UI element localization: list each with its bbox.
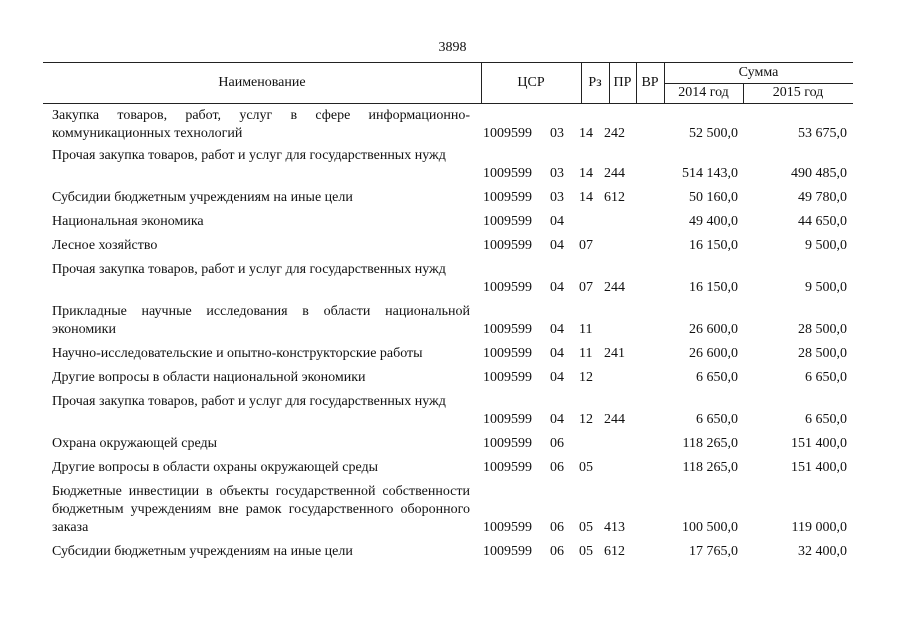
- cell-s2015: 32 400,0: [798, 544, 847, 559]
- cell-csr: 1009599: [483, 544, 532, 559]
- row-name: Прочая закупка товаров, работ и услуг для государственных нужд: [52, 262, 446, 277]
- cell-rz: 04: [550, 280, 564, 295]
- row-name: Лесное хозяйство: [52, 238, 158, 253]
- cell-rz: 04: [550, 370, 564, 385]
- cell-pr: 11: [579, 322, 593, 337]
- cell-csr: 1009599: [483, 322, 532, 337]
- cell-pr: 14: [579, 126, 593, 141]
- cell-csr: 1009599: [483, 166, 532, 181]
- table-row: [0, 435, 905, 453]
- cell-s2014: 17 765,0: [689, 544, 738, 559]
- page-number: 3898: [438, 40, 467, 55]
- cell-s2015: 44 650,0: [798, 214, 847, 229]
- cell-vr: 244: [604, 412, 625, 427]
- row-name: Другие вопросы в области национальной экономики: [52, 370, 366, 385]
- cell-s2015: 28 500,0: [798, 346, 847, 361]
- row-name: Научно-исследовательские и опытно-конструкторские работы: [52, 346, 423, 361]
- row-name: Прочая закупка товаров, работ и услуг для государственных нужд: [52, 148, 446, 163]
- row-name: Прочая закупка товаров, работ и услуг для государственных нужд: [52, 394, 446, 409]
- cell-rz: 03: [550, 166, 564, 181]
- table-row: [0, 369, 905, 387]
- header-csr: ЦСР: [517, 75, 545, 90]
- header-name: Наименование: [218, 75, 306, 90]
- cell-pr: 12: [579, 412, 593, 427]
- table-row: [0, 543, 905, 561]
- cell-rz: 04: [550, 238, 564, 253]
- cell-vr: 612: [604, 544, 625, 559]
- cell-csr: 1009599: [483, 370, 532, 385]
- cell-s2015: 6 650,0: [805, 370, 847, 385]
- cell-pr: 07: [579, 280, 593, 295]
- cell-s2014: 16 150,0: [689, 280, 738, 295]
- cell-s2014: 6 650,0: [696, 370, 738, 385]
- cell-pr: 05: [579, 520, 593, 535]
- cell-s2015: 53 675,0: [798, 126, 847, 141]
- row-name: Бюджетные инвестиции в объекты государственной собственности бюджетным учреждениям вне рамок государственного оборонного заказа: [52, 484, 470, 535]
- cell-csr: 1009599: [483, 346, 532, 361]
- cell-s2015: 151 400,0: [791, 436, 847, 451]
- table-row: [0, 459, 905, 477]
- table-row: [0, 237, 905, 255]
- cell-pr: 14: [579, 166, 593, 181]
- cell-pr: 05: [579, 460, 593, 475]
- header-pr: ПР: [613, 75, 632, 90]
- row-name: Национальная экономика: [52, 214, 204, 229]
- cell-csr: 1009599: [483, 280, 532, 295]
- cell-vr: 242: [604, 126, 625, 141]
- cell-s2014: 6 650,0: [696, 412, 738, 427]
- table-row: [0, 107, 905, 143]
- cell-vr: 244: [604, 280, 625, 295]
- table-row: [0, 213, 905, 231]
- row-name: Охрана окружающей среды: [52, 436, 218, 451]
- cell-rz: 06: [550, 436, 564, 451]
- cell-vr: 413: [604, 520, 625, 535]
- row-name: Прикладные научные исследования в области национальной экономики: [52, 304, 470, 337]
- cell-s2015: 151 400,0: [791, 460, 847, 475]
- header-2014: 2014 год: [678, 85, 729, 100]
- cell-s2014: 16 150,0: [689, 238, 738, 253]
- cell-pr: 14: [579, 190, 593, 205]
- cell-pr: 05: [579, 544, 593, 559]
- cell-rz: 03: [550, 126, 564, 141]
- cell-vr: 241: [604, 346, 625, 361]
- table-row: [0, 303, 905, 339]
- cell-s2015: 9 500,0: [805, 238, 847, 253]
- cell-rz: 03: [550, 190, 564, 205]
- cell-rz: 04: [550, 214, 564, 229]
- cell-csr: 1009599: [483, 520, 532, 535]
- table-row: [0, 147, 905, 183]
- cell-s2014: 118 265,0: [682, 460, 738, 475]
- cell-s2014: 100 500,0: [682, 520, 738, 535]
- cell-s2014: 26 600,0: [689, 346, 738, 361]
- table-row: [0, 261, 905, 297]
- cell-s2015: 6 650,0: [805, 412, 847, 427]
- table-row: [0, 189, 905, 207]
- cell-vr: 612: [604, 190, 625, 205]
- cell-s2014: 118 265,0: [682, 436, 738, 451]
- cell-rz: 04: [550, 322, 564, 337]
- table-row: [0, 393, 905, 429]
- cell-vr: 244: [604, 166, 625, 181]
- cell-pr: 12: [579, 370, 593, 385]
- cell-csr: 1009599: [483, 460, 532, 475]
- cell-csr: 1009599: [483, 238, 532, 253]
- cell-s2014: 26 600,0: [689, 322, 738, 337]
- header-2015: 2015 год: [772, 85, 824, 100]
- cell-rz: 06: [550, 460, 564, 475]
- cell-s2015: 28 500,0: [798, 322, 847, 337]
- cell-rz: 04: [550, 412, 564, 427]
- row-name: Закупка товаров, работ, услуг в сфере информационно-коммуникационных технологий: [52, 108, 470, 141]
- cell-pr: 11: [579, 346, 593, 361]
- table-row: [0, 345, 905, 363]
- row-name: Субсидии бюджетным учреждениям на иные цели: [52, 190, 353, 205]
- cell-csr: 1009599: [483, 214, 532, 229]
- cell-pr: 07: [579, 238, 593, 253]
- cell-s2014: 52 500,0: [689, 126, 738, 141]
- cell-s2015: 49 780,0: [798, 190, 847, 205]
- cell-s2014: 514 143,0: [682, 166, 738, 181]
- header-vr: ВР: [641, 75, 659, 90]
- header-sum: Сумма: [738, 65, 779, 80]
- table-row: [0, 483, 905, 537]
- table-header: [43, 62, 853, 104]
- header-rz: Рз: [588, 75, 602, 90]
- row-name: Другие вопросы в области охраны окружающей среды: [52, 460, 378, 475]
- cell-csr: 1009599: [483, 412, 532, 427]
- cell-rz: 06: [550, 544, 564, 559]
- cell-s2015: 9 500,0: [805, 280, 847, 295]
- cell-csr: 1009599: [483, 190, 532, 205]
- cell-csr: 1009599: [483, 126, 532, 141]
- cell-s2015: 119 000,0: [791, 520, 847, 535]
- cell-s2014: 49 400,0: [689, 214, 738, 229]
- cell-rz: 06: [550, 520, 564, 535]
- cell-csr: 1009599: [483, 436, 532, 451]
- cell-s2015: 490 485,0: [791, 166, 847, 181]
- row-name: Субсидии бюджетным учреждениям на иные цели: [52, 544, 353, 559]
- cell-s2014: 50 160,0: [689, 190, 738, 205]
- cell-rz: 04: [550, 346, 564, 361]
